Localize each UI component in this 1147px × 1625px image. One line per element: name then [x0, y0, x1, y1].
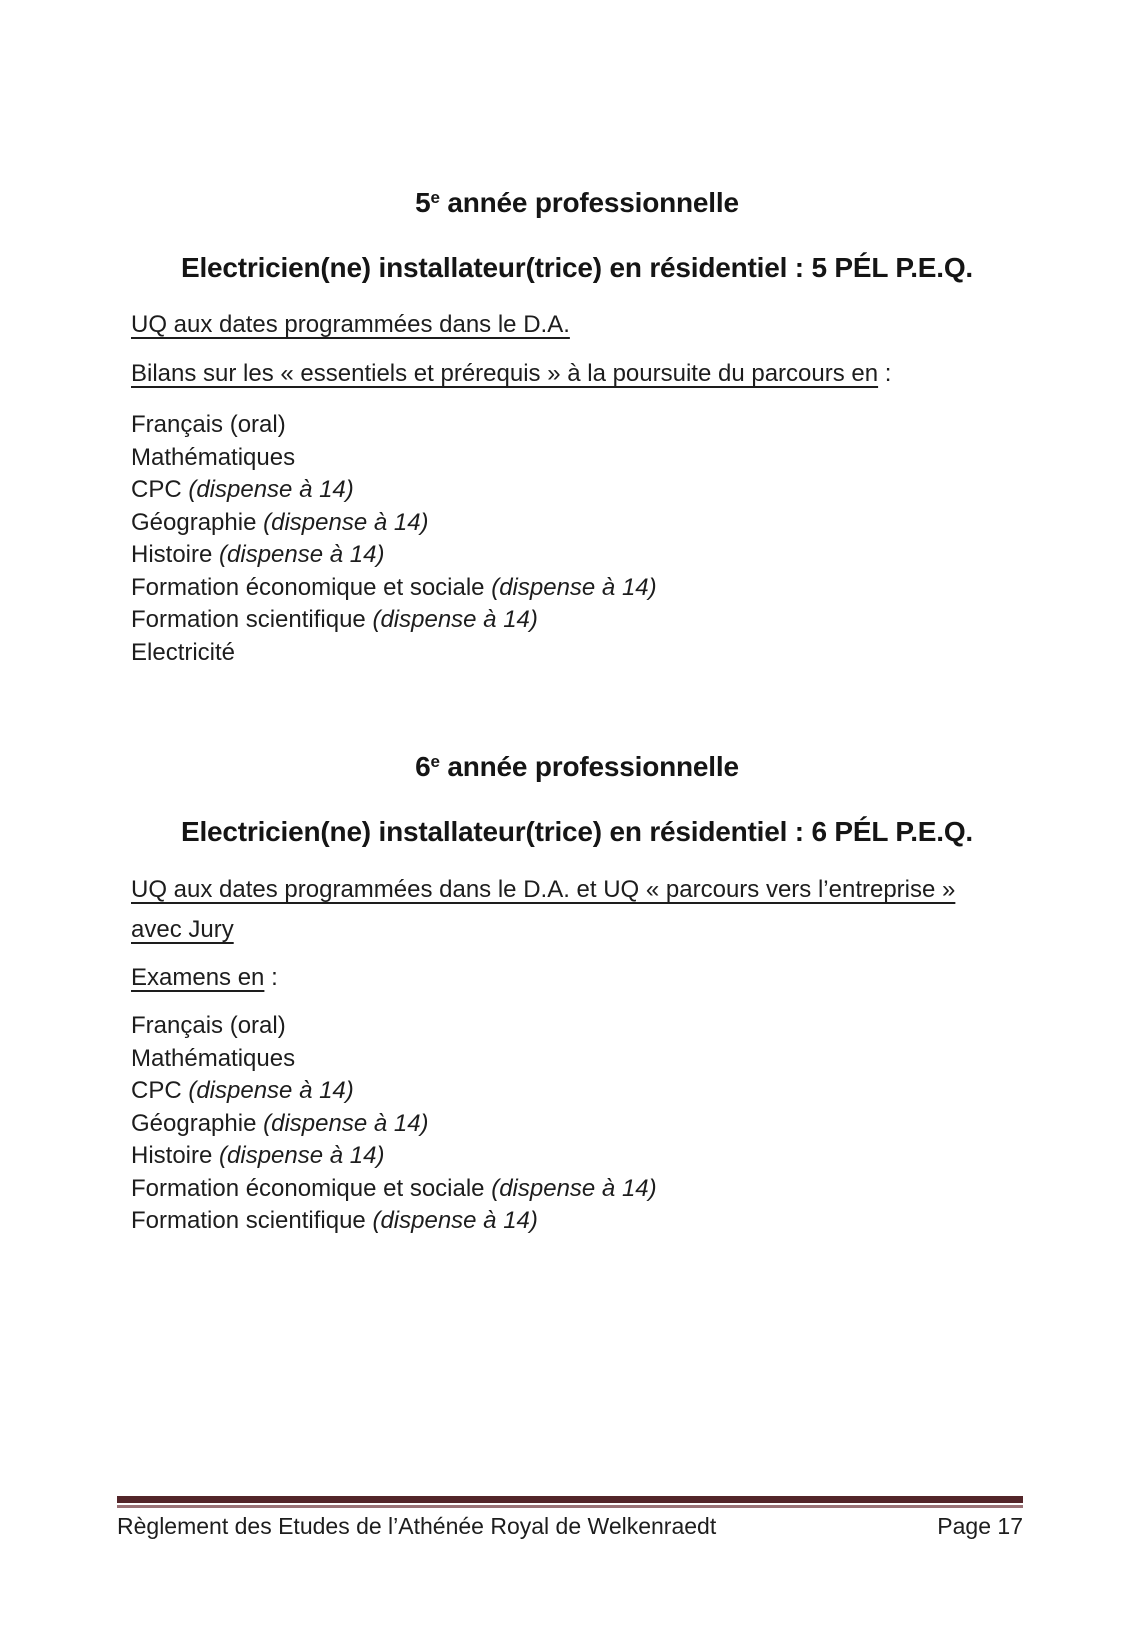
subject-name: Mathématiques — [131, 1044, 296, 1072]
program-heading-5: Electricien(ne) installateur(trice) en résidentiel : 5 PÉL P.E.Q. — [180, 252, 973, 283]
subject-item — [131, 1173, 1023, 1206]
intro-underlined-6: Examens en — [131, 964, 265, 991]
subject-dispense-note: (dispense à 14) — [181, 1077, 354, 1104]
subject-item — [131, 604, 1023, 637]
subject-item — [131, 637, 1023, 670]
subject-item — [131, 1108, 1023, 1141]
subject-list-5 — [131, 409, 1023, 669]
subject-dispense-note: (dispense à 14) — [256, 1109, 429, 1137]
subject-item — [131, 1075, 1023, 1108]
subject-item — [131, 507, 1023, 540]
subject-list-6 — [131, 1010, 1023, 1238]
subject-dispense-note: (dispense à 14) — [212, 1142, 385, 1169]
subject-name: Français (oral) — [131, 411, 286, 438]
subject-name: Formation économique et sociale — [131, 1174, 485, 1202]
uq-note-5 — [131, 308, 1023, 342]
section-spacer — [131, 669, 1023, 750]
footer-rule-thick — [117, 1496, 1023, 1503]
ordinal-superscript: e — [430, 752, 440, 771]
footer-rule-thin — [117, 1505, 1023, 1508]
program-heading-6: Electricien(ne) installateur(trice) en résidentiel : 6 PÉL P.E.Q. — [180, 816, 973, 847]
subject-dispense-note: (dispense à 14) — [212, 541, 385, 568]
subject-dispense-note: (dispense à 14) — [484, 1174, 657, 1202]
subject-name: Histoire — [131, 1142, 213, 1169]
uq-note-6-line2: avec Jury — [131, 916, 234, 943]
subject-name: Formation scientifique — [131, 1207, 366, 1234]
subject-dispense-note: (dispense à 14) — [181, 476, 354, 503]
subject-name: CPC — [131, 476, 182, 503]
subject-item — [131, 572, 1023, 605]
subject-name: Formation scientifique — [131, 606, 366, 633]
section-5e-annee — [131, 186, 1023, 669]
subject-item — [131, 1010, 1023, 1043]
year-heading-6 — [131, 750, 1023, 788]
subject-dispense-note: (dispense à 14) — [484, 573, 657, 601]
intro-suffix-6: : — [264, 964, 278, 991]
subject-item — [131, 409, 1023, 442]
subject-item — [131, 1140, 1023, 1173]
year-number: 5 — [415, 187, 431, 218]
intro-line-5 — [131, 357, 1023, 391]
page-footer — [117, 1512, 1023, 1540]
subject-name: Géographie — [131, 508, 257, 536]
intro-suffix-5: : — [878, 360, 892, 387]
footer-page-number: Page 17 — [937, 1513, 1023, 1539]
year-heading-text: année professionnelle — [439, 751, 739, 782]
subject-item — [131, 1205, 1023, 1238]
subject-item — [131, 442, 1023, 475]
uq-note-6 — [131, 870, 1023, 950]
uq-note-6-line1: UQ aux dates programmées dans le D.A. et UQ « parcours vers l’entreprise » — [131, 876, 956, 903]
year-number: 6 — [415, 751, 431, 782]
subject-name: Electricité — [131, 638, 236, 666]
ordinal-superscript: e — [430, 188, 440, 207]
year-heading-text: année professionnelle — [439, 187, 739, 218]
subject-name: Histoire — [131, 541, 213, 568]
year-heading-5 — [131, 186, 1023, 224]
subject-item — [131, 474, 1023, 507]
subject-name: CPC — [131, 1077, 182, 1104]
subject-name: Français (oral) — [131, 1012, 286, 1039]
footer-document-title: Règlement des Etudes de l’Athénée Royal de Welkenraedt — [117, 1513, 717, 1539]
intro-underlined-5: Bilans sur les « essentiels et prérequis » à la poursuite du parcours en — [131, 360, 879, 387]
subject-dispense-note: (dispense à 14) — [365, 606, 538, 633]
subject-item — [131, 539, 1023, 572]
uq-note-5-line: UQ aux dates programmées dans le D.A. — [131, 311, 570, 338]
subject-item — [131, 1043, 1023, 1076]
subject-name: Mathématiques — [131, 443, 296, 471]
section-6e-annee — [131, 750, 1023, 1238]
intro-line-6 — [131, 961, 1023, 994]
subject-name: Géographie — [131, 1109, 257, 1137]
subject-dispense-note: (dispense à 14) — [365, 1207, 538, 1234]
subject-dispense-note: (dispense à 14) — [256, 508, 429, 536]
subject-name: Formation économique et sociale — [131, 573, 485, 601]
